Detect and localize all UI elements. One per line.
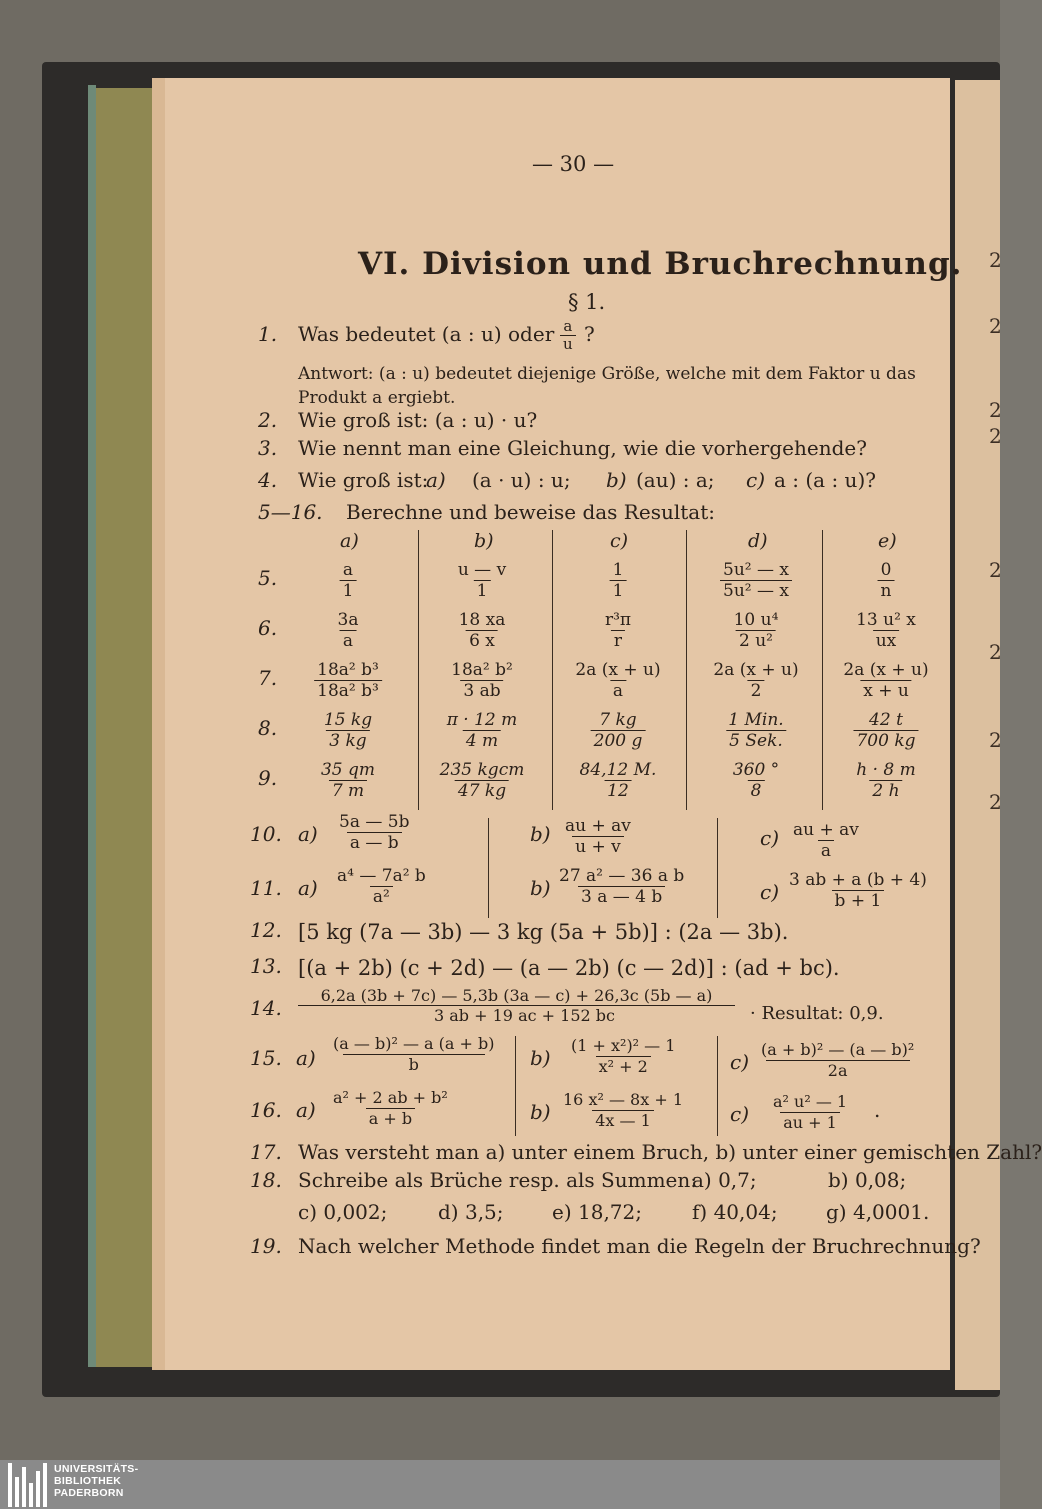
grid-fraction [725,710,786,751]
column-header: d) [748,530,768,552]
column-header: a) [340,530,359,552]
denominator: 200 g [591,730,646,751]
denominator: 18a² b³ [314,680,382,701]
grid-fraction [444,710,521,751]
numerator: 3a [337,610,359,630]
answer-line: Antwort: (a : u) bedeutet diejenige Größe, welche mit dem Faktor u das [298,364,916,384]
numerator: 15 kg [323,710,373,730]
numerator: 18 xa [458,610,506,630]
fraction: $\frac{\text{16 x² — 8x + 1}}{4x — 1}$ [563,1090,684,1130]
spine-edge [88,85,96,1367]
column-divider [822,530,823,810]
numerator: 18a² b² [451,660,513,680]
endpaper [96,88,152,1367]
page-number: — 30 — [532,152,615,176]
facing-page-glyph: 2 [989,640,1002,664]
item: d) 3,5; [438,1200,504,1224]
row-number: 6. [258,616,278,640]
grid-fraction [455,560,509,601]
expression: (a · u) : u; [472,468,571,492]
logo-line: BIBLIOTHEK [54,1475,122,1487]
numerator: 10 u⁴ [733,610,779,630]
logo-line: PADERBORN [54,1487,124,1499]
grid-fraction [720,560,792,601]
denominator: 1 [610,580,627,601]
item-label: b) [530,1100,551,1124]
question-number: 15. [250,1046,282,1070]
grid-fraction [321,710,375,751]
item-label: c) [730,1102,750,1126]
numerator: r³π [604,610,632,630]
denominator: 6 x [466,630,498,651]
fraction: $\frac{\text{a² u² — 1}}{au + 1}$ [773,1092,848,1132]
denominator: a [610,680,626,701]
grid-fraction [572,660,663,701]
item-label: c) [760,826,780,850]
column-divider [515,1036,516,1136]
denominator: 7 m [329,780,367,801]
denominator: 1 [340,580,357,601]
numerator: 84,12 M. [579,760,657,780]
fraction: $\frac{\text{(a + b)² — (a — b)²}}{2a}$ [761,1040,915,1080]
item: c) 0,002; [298,1200,388,1224]
fraction: $\frac{a}{u}$ [560,318,576,353]
item: a) 0,7; [692,1168,757,1192]
question-number: 10. [250,822,282,846]
question-number: 1. [258,322,278,346]
numerator: 13 u² x [856,610,916,630]
row-number: 9. [258,766,278,790]
numerator: 7 kg [599,710,637,730]
numerator: 1 Min. [728,710,784,730]
denominator: 3 ab [460,680,503,701]
question-number: 13. [250,954,282,978]
answer-line: Produkt a ergiebt. [298,388,456,408]
fraction: $\frac{\text{27 a² — 36 a b}}{3 a — 4 b}$ [559,866,685,907]
question-number: 19. [250,1234,282,1258]
denominator: 12 [604,780,632,801]
grid-fraction [577,760,660,801]
grid-fraction [878,560,895,601]
item-label: c) [760,880,780,904]
question-text: Wie nennt man eine Gleichung, wie die vorhergehende? [298,436,867,460]
item-label: b) [606,468,627,492]
expression: a : (a : u)? [774,468,876,492]
facing-page-glyph: 2 [989,398,1002,422]
question-number: 4. [258,468,278,492]
denominator: 47 kg [455,780,509,801]
grid-fraction [340,560,357,601]
numerator: 18a² b³ [317,660,379,680]
denominator: 700 kg [853,730,918,751]
numerator: 2a (x + u) [713,660,799,680]
grid-fraction [710,660,801,701]
numerator: 0 [880,560,892,580]
numerator: u — v [457,560,507,580]
result: · Resultat: 0,9. [750,1003,884,1024]
row-number: 5. [258,566,278,590]
grid-fraction [448,660,516,701]
question-number: 18. [250,1168,282,1192]
denominator: 2 u² [736,630,776,651]
item-label: a) [296,1046,316,1070]
facing-page-glyph: 2 [989,248,1002,272]
question-text: Nach welcher Methode findet man die Regeln der Bruchrechnung? [298,1234,981,1258]
facing-page-glyph: 2 [989,790,1002,814]
denominator: 1 [474,580,491,601]
column-divider [717,1036,718,1136]
library-logo-text [54,1463,138,1499]
fraction: $\frac{6,2a (3b + 7c) — 5,3b (3a — c) + 26,3c (5b — a)}{3 ab + 19 ac + 152 bc}$ [298,986,735,1025]
denominator: ux [873,630,900,651]
question-number: 3. [258,436,278,460]
expression: [(a + 2b) (c + 2d) — (a — 2b) (c — 2d)] : (ad + bc). [298,956,840,980]
library-footer [0,1460,1000,1509]
question-number: 14. [250,996,282,1020]
numerator: 5u² — x [723,560,789,580]
library-logo-icon [6,1463,48,1507]
item: e) 18,72; [552,1200,642,1224]
grid-fraction [602,610,634,651]
grid-fraction [335,610,362,651]
grid-fraction [853,710,918,751]
column-divider [418,530,419,810]
fraction: $\frac{3 ab + a (b + 4)}{b + 1}$ [789,870,927,911]
facing-page-glyph: 2 [989,314,1002,338]
grid-fraction [730,760,782,801]
denominator: 2 h [869,780,902,801]
facing-page-glyph: 2 [989,424,1002,448]
item-label: b) [530,1046,551,1070]
grid-fraction [853,760,919,801]
numerator: 2a (x + u) [843,660,929,680]
fraction: $\frac{\text{a² + 2 ab + b²}}{a + b}$ [333,1088,448,1128]
item-label: a) [298,822,318,846]
expression: [5 kg (7a — 3b) — 3 kg (5a + 5b)] : (2a — 3b). [298,920,789,944]
numerator: 42 t [869,710,903,730]
denominator: 2 [748,680,765,701]
fraction: $\frac{5a — 5b}{a — b}$ [339,812,410,853]
item: b) 0,08; [828,1168,907,1192]
fraction: $\frac{\text{a⁴ — 7a² b}}{\text{a²}}$ [337,866,426,907]
row-number: 7. [258,666,278,690]
question-text: Berechne und beweise das Resultat: [346,500,715,524]
question-text: Wie groß ist: (a : u) · u? [298,408,538,432]
denominator: x + u [860,680,912,701]
numerator: a [342,560,354,580]
item-label: a) [426,468,446,492]
grid-fraction [853,610,919,651]
question-number: 2. [258,408,278,432]
item: g) 4,0001. [826,1200,930,1224]
grid-fraction [314,660,382,701]
item-label: a) [296,1098,316,1122]
fraction: $\frac{\text{(a — b)² — a (a + b)}}{b}$ [333,1034,495,1074]
question-text: Was versteht man a) unter einem Bruch, b) unter einer gemischten Zahl? [298,1140,1042,1164]
column-divider [552,530,553,810]
denominator: n [878,580,895,601]
grid-fraction [318,760,378,801]
question-text: Schreibe als Brüche resp. als Summen: [298,1168,698,1192]
item-label: c) [746,468,766,492]
chapter-title: VI. Division und Bruchrechnung. [358,246,963,282]
item-label: c) [730,1050,750,1074]
denominator: 5u² — x [720,580,792,601]
column-divider [488,818,489,918]
fraction: $\frac{au + av}{a}$ [793,820,859,861]
column-header: b) [474,530,494,552]
question-mark: ? [584,322,595,346]
column-divider [686,530,687,810]
period: . [874,1098,881,1122]
grid-fraction [731,610,782,651]
denominator: 4 m [463,730,501,751]
column-header: e) [878,530,897,552]
grid-fraction [437,760,528,801]
grid-fraction [456,610,509,651]
question-number: 5—16. [258,500,323,524]
row-number: 8. [258,716,278,740]
denominator: 3 kg [326,730,369,751]
numerator: 235 kgcm [439,760,525,780]
column-divider [717,818,718,918]
grid-fraction [610,560,627,601]
numerator: π · 12 m [446,710,518,730]
facing-page-glyph: 2 [989,558,1002,582]
question-text: Wie groß ist: [298,468,429,492]
question-text: Was bedeutet (a : u) oder [298,322,555,346]
expression: (au) : a; [636,468,715,492]
denominator: a [340,630,356,651]
question-number: 12. [250,918,282,942]
fraction: $\frac{\text{(1 + x²)² — 1}}{\text{x² + 2}}$ [571,1036,676,1076]
section-mark: § 1. [568,290,606,314]
item-label: a) [298,876,318,900]
question-number: 11. [250,876,282,900]
fraction: $\frac{au + av}{u + v}$ [565,816,631,857]
item-label: b) [530,876,551,900]
item: f) 40,04; [692,1200,778,1224]
facing-page-glyph: 2 [989,728,1002,752]
numerator: 35 qm [320,760,376,780]
numerator: 1 [612,560,624,580]
numerator: 2a (x + u) [575,660,661,680]
denominator: 8 [748,780,765,801]
grid-fraction [840,660,931,701]
item-label: b) [530,822,551,846]
denominator: r [611,630,625,651]
question-number: 16. [250,1098,282,1122]
denominator: 5 Sek. [726,730,786,751]
numerator: 360 ° [732,760,780,780]
logo-line: UNIVERSITÄTS- [54,1463,139,1475]
question-number: 17. [250,1140,282,1164]
numerator: h · 8 m [856,760,916,780]
grid-fraction [591,710,646,751]
column-header: c) [610,530,629,552]
